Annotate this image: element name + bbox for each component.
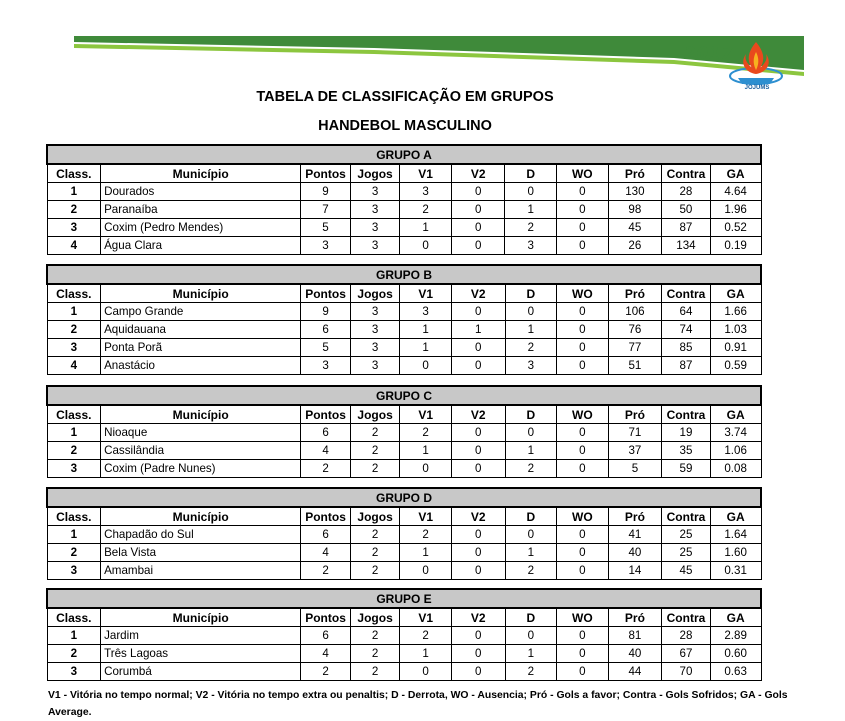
table-cell: 1 (505, 201, 557, 219)
table-cell: 6 (301, 424, 351, 442)
table-cell: 9 (301, 183, 351, 201)
column-header: GA (710, 284, 761, 303)
table-cell: 1.06 (710, 442, 761, 460)
column-header: Pró (608, 284, 662, 303)
table-cell: 0 (451, 526, 505, 544)
column-header: Class. (47, 507, 101, 526)
table-cell: 3.74 (710, 424, 761, 442)
table-cell: 0 (505, 627, 557, 645)
table-cell: 1.96 (710, 201, 761, 219)
column-header: Município (101, 284, 301, 303)
table-cell: 0 (451, 424, 505, 442)
table-row (47, 219, 761, 237)
table-cell: 3 (47, 339, 101, 357)
table-cell: 1 (505, 321, 557, 339)
table-cell: 0.59 (710, 357, 761, 375)
table-cell: 5 (301, 219, 351, 237)
table-cell: 0 (400, 460, 452, 478)
column-header: Pró (608, 608, 662, 627)
table-cell: 2 (301, 663, 351, 681)
column-header: D (505, 608, 557, 627)
year-label: 2017 (684, 44, 734, 64)
column-header: Class. (47, 284, 101, 303)
column-header: Pontos (301, 405, 351, 424)
table-cell: 0 (400, 357, 452, 375)
table-cell: 2 (505, 460, 557, 478)
table-cell: 26 (608, 237, 662, 255)
table-cell: 28 (662, 627, 711, 645)
table-cell: 0 (451, 237, 505, 255)
table-cell: 87 (662, 219, 711, 237)
table-cell: 3 (301, 237, 351, 255)
table-cell: 2 (350, 424, 400, 442)
table-cell: 2 (505, 663, 557, 681)
table-row (47, 424, 761, 442)
table-cell: 77 (608, 339, 662, 357)
table-cell: 50 (662, 201, 711, 219)
table-cell: 70 (662, 663, 711, 681)
table-row (47, 663, 761, 681)
legend-text: V1 - Vitória no tempo normal; V2 - Vitória no tempo extra ou penaltis; D - Derrota, WO - Ausencia; Pró - Gols a favor; Contra - Gols Sofridos; GA - Gols Average. (48, 690, 788, 718)
table-cell: 1 (451, 321, 505, 339)
table-cell: 2 (350, 544, 400, 562)
column-header: D (505, 507, 557, 526)
table-cell: 2 (47, 321, 101, 339)
table-cell: 2 (350, 663, 400, 681)
table-cell: 0 (400, 562, 452, 580)
table-cell: 2 (350, 562, 400, 580)
table-cell: 0.19 (710, 237, 761, 255)
column-header: WO (557, 507, 609, 526)
table-cell: 45 (662, 562, 711, 580)
page-title: TABELA DE CLASSIFICAÇÃO EM GRUPOS (256, 89, 554, 105)
table-cell: 7 (301, 201, 351, 219)
municipality-cell: Campo Grande (101, 303, 301, 321)
municipality-cell: Paranaíba (101, 201, 301, 219)
column-header: Município (101, 507, 301, 526)
table-cell: 4 (301, 442, 351, 460)
table-cell: 1 (47, 183, 101, 201)
table-row (47, 237, 761, 255)
column-header: Contra (662, 164, 711, 183)
table-cell: 2 (47, 201, 101, 219)
column-header: Pró (608, 164, 662, 183)
table-cell: 3 (350, 237, 400, 255)
municipality-cell: Amambai (101, 562, 301, 580)
table-row (47, 357, 761, 375)
column-header: Pontos (301, 608, 351, 627)
table-cell: 0.31 (710, 562, 761, 580)
table-cell: 25 (662, 544, 711, 562)
table-cell: 0 (451, 460, 505, 478)
table-cell: 0 (451, 357, 505, 375)
table-cell: 51 (608, 357, 662, 375)
municipality-cell: Corumbá (101, 663, 301, 681)
table-cell: 37 (608, 442, 662, 460)
table-cell: 0 (557, 201, 609, 219)
table-cell: 3 (350, 357, 400, 375)
group-title: GRUPO E (47, 589, 761, 608)
column-header: Município (101, 164, 301, 183)
table-cell: 0 (557, 645, 609, 663)
table-row (47, 183, 761, 201)
table-cell: 0 (451, 201, 505, 219)
table-cell: 2 (400, 526, 452, 544)
table-cell: 0 (451, 544, 505, 562)
group-table (46, 487, 762, 580)
table-cell: 0 (505, 424, 557, 442)
table-cell: 2 (47, 645, 101, 663)
table-cell: 0 (557, 321, 609, 339)
column-header: V2 (451, 507, 505, 526)
table-cell: 0 (557, 526, 609, 544)
table-cell: 2 (350, 526, 400, 544)
table-cell: 0 (451, 663, 505, 681)
table-cell: 5 (608, 460, 662, 478)
table-cell: 4 (301, 645, 351, 663)
table-cell: 2 (400, 201, 452, 219)
column-header: Pró (608, 507, 662, 526)
table-cell: 2 (505, 219, 557, 237)
municipality-cell: Aquidauana (101, 321, 301, 339)
table-cell: 71 (608, 424, 662, 442)
table-cell: 1 (400, 321, 452, 339)
column-header: V1 (400, 608, 452, 627)
column-header: V1 (400, 164, 452, 183)
table-cell: 1.03 (710, 321, 761, 339)
table-cell: 2 (505, 339, 557, 357)
table-cell: 0 (451, 219, 505, 237)
table-cell: 74 (662, 321, 711, 339)
table-cell: 6 (301, 627, 351, 645)
table-cell: 3 (350, 339, 400, 357)
table-cell: 3 (47, 663, 101, 681)
table-cell: 3 (505, 237, 557, 255)
column-header: Contra (662, 284, 711, 303)
group-title: GRUPO A (47, 145, 761, 164)
table-cell: 1 (400, 645, 452, 663)
table-cell: 3 (350, 303, 400, 321)
table-cell: 3 (505, 357, 557, 375)
table-cell: 0 (557, 183, 609, 201)
table-cell: 0 (557, 460, 609, 478)
municipality-cell: Anastácio (101, 357, 301, 375)
table-cell: 0 (505, 526, 557, 544)
table-cell: 0 (557, 627, 609, 645)
table-cell: 0.91 (710, 339, 761, 357)
table-cell: 0 (400, 237, 452, 255)
table-cell: 1.64 (710, 526, 761, 544)
table-cell: 59 (662, 460, 711, 478)
column-header: Contra (662, 405, 711, 424)
municipality-cell: Cassilândia (101, 442, 301, 460)
table-cell: 35 (662, 442, 711, 460)
column-header: V2 (451, 284, 505, 303)
table-row (47, 460, 761, 478)
table-cell: 1 (47, 526, 101, 544)
table-cell: 4 (47, 237, 101, 255)
table-cell: 28 (662, 183, 711, 201)
table-cell: 0.52 (710, 219, 761, 237)
table-cell: 1.66 (710, 303, 761, 321)
table-cell: 1 (400, 544, 452, 562)
column-header: GA (710, 405, 761, 424)
table-cell: 1 (400, 442, 452, 460)
table-cell: 1 (505, 544, 557, 562)
table-cell: 0 (451, 627, 505, 645)
table-row (47, 562, 761, 580)
group-table (46, 385, 762, 478)
games-flame-logo-icon (728, 38, 784, 88)
table-cell: 67 (662, 645, 711, 663)
column-header: Município (101, 608, 301, 627)
table-cell: 0 (557, 424, 609, 442)
table-cell: 0 (557, 237, 609, 255)
table-cell: 3 (350, 201, 400, 219)
municipality-cell: Nioaque (101, 424, 301, 442)
table-cell: 1.60 (710, 544, 761, 562)
table-cell: 4.64 (710, 183, 761, 201)
municipality-cell: Dourados (101, 183, 301, 201)
table-cell: 6 (301, 526, 351, 544)
table-cell: 40 (608, 645, 662, 663)
table-cell: 19 (662, 424, 711, 442)
column-header: D (505, 164, 557, 183)
table-cell: 14 (608, 562, 662, 580)
table-row (47, 201, 761, 219)
table-row (47, 321, 761, 339)
table-cell: 3 (350, 321, 400, 339)
table-cell: 98 (608, 201, 662, 219)
table-cell: 0 (451, 645, 505, 663)
table-cell: 1 (400, 339, 452, 357)
table-row (47, 442, 761, 460)
column-header: D (505, 284, 557, 303)
table-cell: 0 (557, 219, 609, 237)
table-cell: 1 (47, 627, 101, 645)
group-table (46, 144, 762, 255)
table-cell: 4 (301, 544, 351, 562)
table-cell: 3 (400, 183, 452, 201)
municipality-cell: Três Lagoas (101, 645, 301, 663)
table-cell: 0 (451, 339, 505, 357)
municipality-cell: Chapadão do Sul (101, 526, 301, 544)
column-header: Pontos (301, 507, 351, 526)
column-header: Jogos (350, 405, 400, 424)
group-title: GRUPO B (47, 265, 761, 284)
table-cell: 45 (608, 219, 662, 237)
table-cell: 2 (47, 544, 101, 562)
table-cell: 3 (400, 303, 452, 321)
table-cell: 0 (557, 339, 609, 357)
table-cell: 1 (47, 424, 101, 442)
table-cell: 0 (400, 663, 452, 681)
group-table (46, 264, 762, 375)
table-cell: 3 (47, 562, 101, 580)
table-cell: 0 (557, 357, 609, 375)
table-cell: 0 (451, 442, 505, 460)
table-row (47, 526, 761, 544)
group-title: GRUPO D (47, 488, 761, 507)
table-cell: 3 (350, 219, 400, 237)
table-cell: 1 (505, 442, 557, 460)
column-header: Município (101, 405, 301, 424)
table-cell: 3 (47, 460, 101, 478)
table-cell: 9 (301, 303, 351, 321)
column-header: WO (557, 405, 609, 424)
table-cell: 2 (301, 562, 351, 580)
table-cell: 0 (505, 183, 557, 201)
page-subtitle: HANDEBOL MASCULINO (318, 118, 492, 134)
column-header: D (505, 405, 557, 424)
column-header: WO (557, 164, 609, 183)
column-header: Jogos (350, 284, 400, 303)
group-title: GRUPO C (47, 386, 761, 405)
column-header: V2 (451, 608, 505, 627)
table-cell: 4 (47, 357, 101, 375)
table-cell: 106 (608, 303, 662, 321)
column-header: Contra (662, 608, 711, 627)
table-cell: 76 (608, 321, 662, 339)
table-cell: 2 (400, 424, 452, 442)
table-cell: 3 (350, 183, 400, 201)
group-table (46, 588, 762, 681)
column-header: Jogos (350, 608, 400, 627)
table-cell: 0 (557, 663, 609, 681)
column-header: Pontos (301, 164, 351, 183)
column-header: GA (710, 608, 761, 627)
table-cell: 2 (350, 645, 400, 663)
table-row (47, 627, 761, 645)
column-header: Class. (47, 608, 101, 627)
column-header: V1 (400, 284, 452, 303)
column-header: V2 (451, 164, 505, 183)
municipality-cell: Jardim (101, 627, 301, 645)
table-cell: 134 (662, 237, 711, 255)
column-header: Contra (662, 507, 711, 526)
logo-text: JOJUMS (744, 85, 770, 91)
table-cell: 0.08 (710, 460, 761, 478)
table-cell: 2 (350, 442, 400, 460)
municipality-cell: Ponta Porã (101, 339, 301, 357)
column-header: WO (557, 608, 609, 627)
table-cell: 1 (47, 303, 101, 321)
table-cell: 0 (451, 562, 505, 580)
table-row (47, 544, 761, 562)
table-cell: 87 (662, 357, 711, 375)
table-cell: 5 (301, 339, 351, 357)
table-cell: 0 (505, 303, 557, 321)
table-row (47, 645, 761, 663)
municipality-cell: Coxim (Padre Nunes) (101, 460, 301, 478)
table-cell: 0 (451, 303, 505, 321)
table-cell: 1 (400, 219, 452, 237)
table-cell: 3 (47, 219, 101, 237)
table-cell: 3 (301, 357, 351, 375)
table-cell: 0 (557, 544, 609, 562)
table-cell: 40 (608, 544, 662, 562)
column-header: Class. (47, 405, 101, 424)
column-header: Class. (47, 164, 101, 183)
table-cell: 41 (608, 526, 662, 544)
municipality-cell: Coxim (Pedro Mendes) (101, 219, 301, 237)
table-cell: 6 (301, 321, 351, 339)
table-row (47, 303, 761, 321)
table-cell: 0 (557, 303, 609, 321)
column-header: Pró (608, 405, 662, 424)
table-cell: 0 (557, 562, 609, 580)
table-cell: 0.60 (710, 645, 761, 663)
table-cell: 81 (608, 627, 662, 645)
column-header: WO (557, 284, 609, 303)
table-cell: 2 (505, 562, 557, 580)
table-cell: 130 (608, 183, 662, 201)
column-header: Jogos (350, 164, 400, 183)
municipality-cell: Bela Vista (101, 544, 301, 562)
table-cell: 2 (350, 460, 400, 478)
column-header: V2 (451, 405, 505, 424)
column-header: Pontos (301, 284, 351, 303)
column-header: GA (710, 164, 761, 183)
table-cell: 0 (557, 442, 609, 460)
table-cell: 2.89 (710, 627, 761, 645)
table-cell: 2 (400, 627, 452, 645)
table-cell: 0.63 (710, 663, 761, 681)
table-cell: 25 (662, 526, 711, 544)
table-cell: 0 (451, 183, 505, 201)
column-header: V1 (400, 405, 452, 424)
table-cell: 64 (662, 303, 711, 321)
table-cell: 2 (350, 627, 400, 645)
table-cell: 85 (662, 339, 711, 357)
column-header: V1 (400, 507, 452, 526)
table-cell: 2 (47, 442, 101, 460)
municipality-cell: Água Clara (101, 237, 301, 255)
table-cell: 2 (301, 460, 351, 478)
column-header: GA (710, 507, 761, 526)
table-cell: 44 (608, 663, 662, 681)
table-cell: 1 (505, 645, 557, 663)
column-header: Jogos (350, 507, 400, 526)
table-row (47, 339, 761, 357)
